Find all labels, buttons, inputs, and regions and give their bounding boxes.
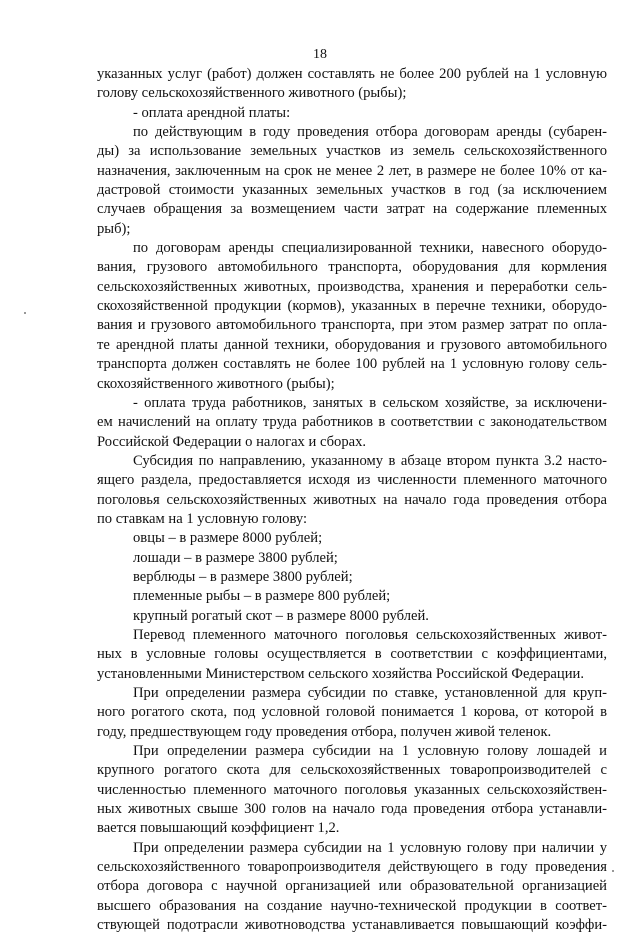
page-number: 18 <box>313 47 327 62</box>
text-line: - оплата труда работников, занятых в сельском хозяйстве, за исключени- <box>133 394 607 411</box>
text-line: по договорам аренды специализированной техники, навесного оборудо- <box>133 240 607 257</box>
text-line: вается повышающий коэффициент 1,2. <box>97 820 340 837</box>
scan-speck <box>612 870 614 872</box>
text-line: по действующим в году проведения отбора договорам аренды (субарен- <box>133 124 607 141</box>
text-line: ных в условные головы осуществляется в соответствии с коэффициентами, <box>97 646 607 663</box>
text-line: ды) за использование земельных участков из земель сельскохозяйственного <box>97 143 607 160</box>
text-line: племенные рыбы – в размере 800 рублей; <box>133 588 391 605</box>
text-line: скохозяйственной продукции (кормов), указанных в перечне техники, оборудо- <box>97 298 607 315</box>
text-line: транспорта должен составлять не более 100 рублей на 1 условную голову сель- <box>97 356 607 373</box>
text-line: При определении размера субсидии по ставке, установленной для круп- <box>133 685 607 701</box>
text-line: овцы – в размере 8000 рублей; <box>133 530 323 547</box>
text-line: крупного рогатого скота для сельскохозяйственных товаропроизводителей с <box>97 762 607 779</box>
text-line: голову сельскохозяйственного животного (рыбы); <box>97 85 407 102</box>
body-text <box>97 65 607 935</box>
text-line: высшего образования на создание научно-технической продукции в соответ- <box>97 897 607 914</box>
text-line: ного рогатого скота, под условной головой понимается 1 корова, от которой в <box>97 704 607 721</box>
text-line: численностью племенного маточного поголовья указанных сельскохозяйствен- <box>97 781 607 798</box>
text-line: ствующей подотрасли животноводства устанавливается повышающий коэффи- <box>97 917 607 934</box>
text-line: ных животных свыше 300 голов на начало года проведения отбора устанавли- <box>97 801 607 818</box>
text-line: те арендной платы данной техники, оборудования и грузового автомобильного <box>97 336 607 353</box>
text-line: рыб); <box>97 220 131 237</box>
text-line: Перевод племенного маточного поголовья сельскохозяйственных живот- <box>133 626 607 643</box>
text-line: лошади – в размере 3800 рублей; <box>133 549 338 566</box>
text-line: установленными Министерством сельского хозяйства Российской Федерации. <box>97 665 584 682</box>
text-line: скохозяйственного животного (рыбы); <box>97 375 335 392</box>
text-line: Российской Федерации о налогах и сборах. <box>97 433 367 450</box>
text-line: по ставкам на 1 условную голову: <box>97 510 308 527</box>
text-line: вания, грузового автомобильного транспорта, оборудования для кормления <box>97 259 607 276</box>
text-line: Субсидия по направлению, указанному в абзаце втором пункта 3.2 насто- <box>133 452 607 469</box>
text-line: назначения, заключенным на срок не менее 2 лет, в размере не более 10% от ка- <box>97 162 607 179</box>
scan-speck <box>24 312 26 314</box>
text-line: отбора договора с научной организацией или образовательной организацией <box>97 878 607 895</box>
text-line: указанных услуг (работ) должен составлять не более 200 рублей на 1 условную <box>97 66 607 82</box>
text-line: году, предшествующем году проведения отбора, получен живой теленок. <box>97 723 552 740</box>
text-line: сельскохозяйственного товаропроизводителя действующего в году проведения <box>97 859 607 876</box>
text-line: вания и грузового автомобильного транспорта, при этом размер затрат по опла- <box>97 317 607 334</box>
text-line: ящего раздела, предоставляется исходя из численности племенного маточного <box>97 472 607 489</box>
text-line: верблюды – в размере 3800 рублей; <box>133 568 353 585</box>
text-line: дастровой стоимости указанных земельных участков в год (за исключением <box>97 182 607 199</box>
text-line: сельскохозяйственных животных, производства, хранения и переработки сель- <box>97 278 607 295</box>
text-line: крупный рогатый скот – в размере 8000 рублей. <box>133 607 429 624</box>
text-line: поголовья сельскохозяйственных животных на начало года проведения отбора <box>97 491 607 508</box>
text-line: При определении размера субсидии на 1 условную голову лошадей и <box>133 743 607 760</box>
text-line: При определении размера субсидии на 1 условную голову при наличии у <box>133 839 607 856</box>
text-line: случаев обращения за возмещением части затрат на содержание племенных <box>97 201 607 218</box>
text-line: ем начислений на оплату труда работников в соответствии с законодательством <box>97 414 607 431</box>
text-line: - оплата арендной платы: <box>133 104 291 121</box>
